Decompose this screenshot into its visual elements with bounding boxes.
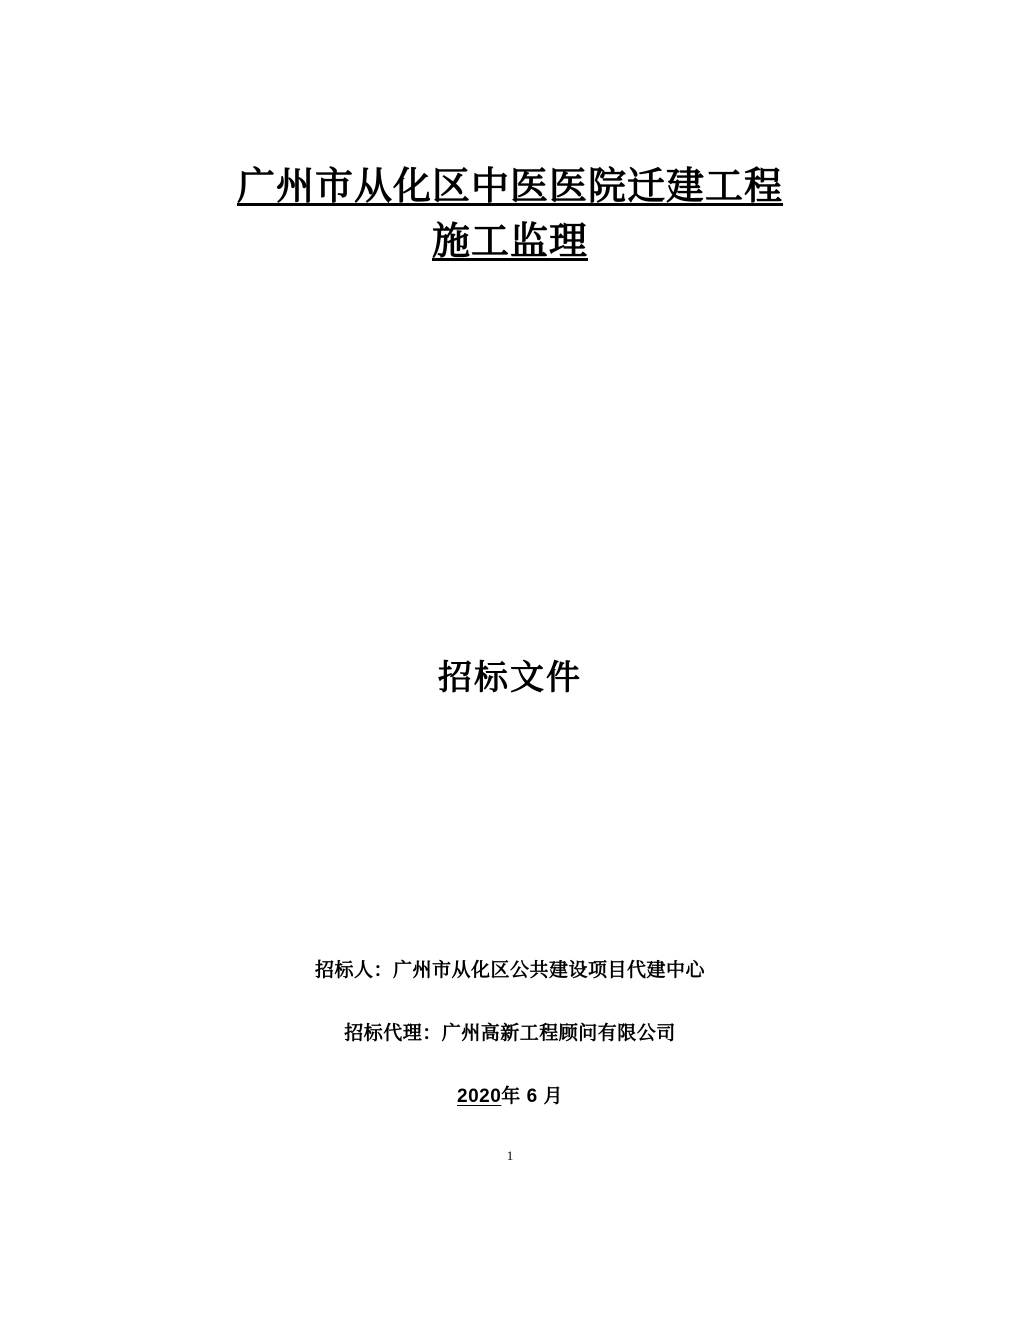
document-type-heading: 招标文件: [438, 659, 582, 697]
document-date-line: [0, 1081, 1020, 1108]
page-title-line-2-text: 施工监理: [431, 221, 588, 264]
tender-agent-line: 招标代理：广州高新工程顾问有限公司: [344, 1023, 676, 1044]
document-date-year: 2020: [457, 1086, 502, 1107]
document-meta-block: [0, 955, 1020, 1108]
tenderer-line: 招标人：广州市从化区公共建设项目代建中心: [314, 960, 705, 981]
page-title: [0, 160, 1020, 270]
document-date-year-suffix: 年: [501, 1086, 521, 1107]
page-title-line-2: [0, 215, 1020, 270]
document-date-month-suffix: 月: [543, 1086, 563, 1107]
page-title-line-1: [0, 160, 1020, 215]
document-date-month: 6: [526, 1086, 538, 1107]
page-number: 1: [506, 1148, 514, 1163]
page-title-line-1-text: 广州市从化区中医医院迁建工程: [236, 166, 783, 208]
